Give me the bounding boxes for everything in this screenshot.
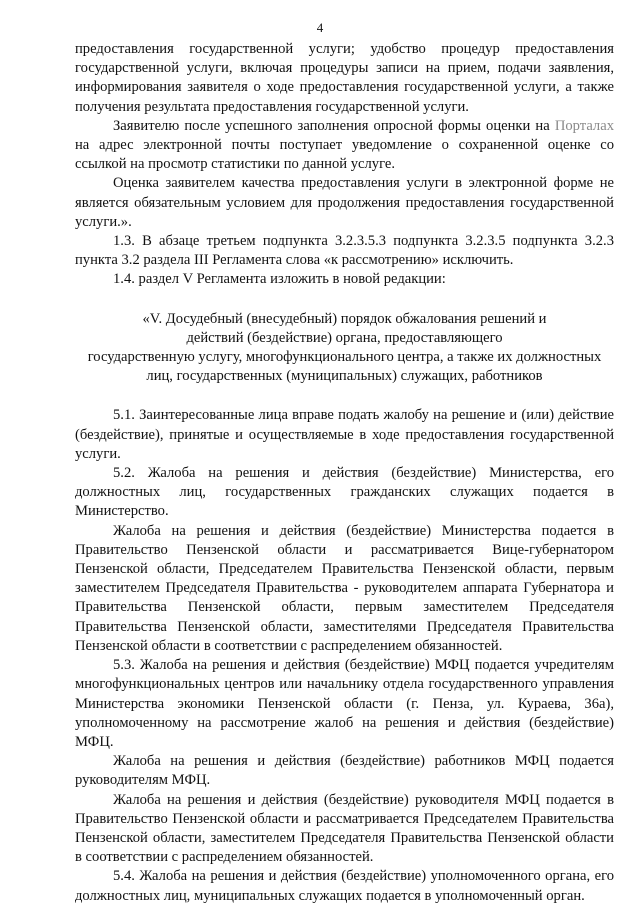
paragraph: 1.3. В абзаце третьем подпункта 3.2.3.5.3 подпункта 3.2.3.5 подпункта 3.2.3 пункта 3.2 раздела III Регламента слова «к рассмотрению» исключить. bbox=[75, 233, 614, 269]
faded-word: Порталах bbox=[554, 117, 614, 134]
paragraph: Заявителю после успешного заполнения опросной формы оценки на Порталах на адрес электронной почты поступает уведомление о сохраненной оценке со ссылкой на просмотр статистики по данной услуге. bbox=[75, 117, 614, 173]
heading-line: государственную услугу, многофункционального центра, а также их должностных bbox=[87, 349, 602, 366]
paragraph: Жалоба на решения и действия (бездействие) Министерства подается в Правительство Пензенской области и рассматривается Вице-губернатором Пензенской области, Председателем Правительства Пензенской области, первым заместителем Председателя Правительства - руководителем аппарата Губернатора и Правительства Пензенской области, первым заместителем Председателя Правительства Пензенской области, заместителями Председателя Правительства Пензенской области в соответствии с распределением обязанностей. bbox=[75, 522, 614, 654]
paragraph: Оценка заявителем качества предоставления услуги в электронной форме не является обязательным условием для продолжения предоставления государственной услуги.». bbox=[75, 175, 614, 230]
paragraph: Жалоба на решения и действия (бездействие) работников МФЦ подается руководителям МФЦ. bbox=[75, 753, 614, 789]
document-body bbox=[75, 40, 614, 906]
paragraph: 5.2. Жалоба на решения и действия (бездействие) Министерства, его должностных лиц, государственных гражданских служащих подается в Министерство. bbox=[75, 465, 614, 520]
paragraph: Жалоба на решения и действия (бездействие) руководителя МФЦ подается в Правительство Пензенской области и рассматривается Председателем Правительства Пензенской области, заместителем Председателя Правительства Пензенской области в соответствии с распределением обязанностей. bbox=[75, 791, 614, 866]
heading-line: «V. Досудебный (внесудебный) порядок обжалования решений и bbox=[142, 310, 547, 327]
heading-line: действий (бездействие) органа, предоставляющего bbox=[186, 329, 503, 346]
paragraph: предоставления государственной услуги; удобство процедур предоставления государственной услуги, включая процедуры записи на прием, подачи заявления, информирования заявителя о ходе предоставления государственной услуги, а также получения результата предоставления государственной услуги. bbox=[75, 41, 614, 115]
paragraph: 1.4. раздел V Регламента изложить в новой редакции: bbox=[113, 271, 446, 288]
paragraph: 5.3. Жалоба на решения и действия (бездействие) МФЦ подается учредителям многофункциональных центров или начальнику отдела государственного управления Министерства экономики Пензенской области (г. Пенза, ул. Кураева, 36а), уполномоченному на рассмотрение жалоб на решения и действия (бездействие) МФЦ. bbox=[75, 657, 614, 750]
paragraph: 5.1. Заинтересованные лица вправе подать жалобу на решение и (или) действие (бездействие), принятые и осуществляемые в ходе предоставления государственной услуги. bbox=[75, 407, 614, 462]
page-number: 4 bbox=[316, 20, 324, 35]
section-heading bbox=[75, 310, 614, 387]
heading-line: лиц, государственных (муниципальных) служащих, работников bbox=[146, 368, 543, 385]
paragraph: 5.4. Жалоба на решения и действия (бездействие) уполномоченного органа, его должностных лиц, муниципальных служащих подается в уполномоченный орган. bbox=[75, 868, 614, 904]
